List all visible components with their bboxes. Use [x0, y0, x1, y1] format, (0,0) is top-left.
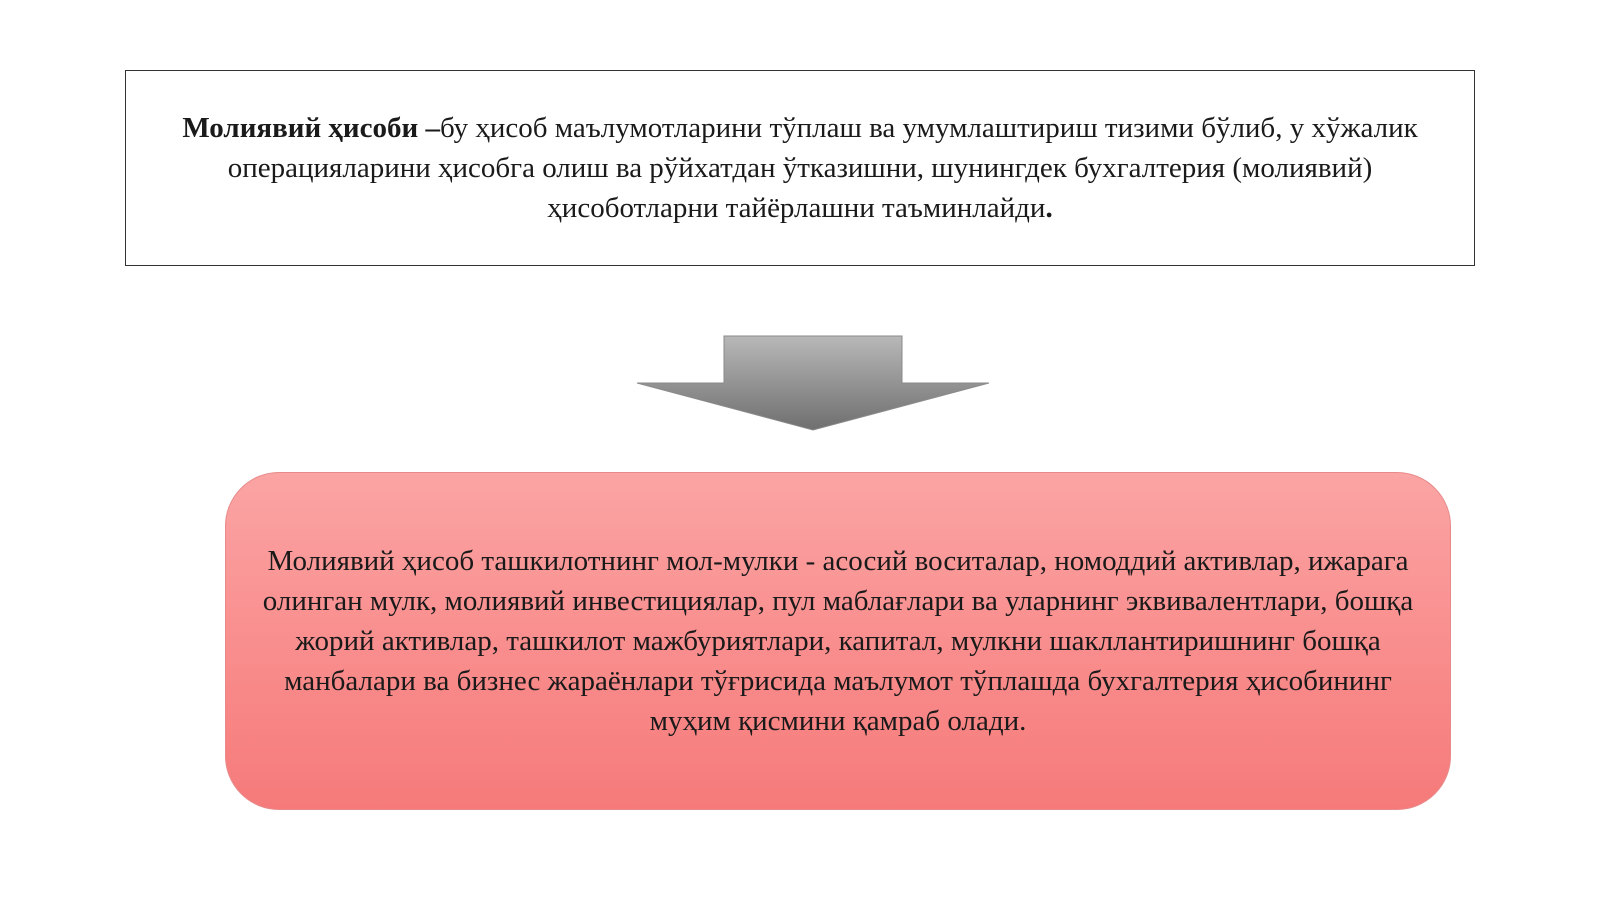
definition-end-mark: . — [1045, 192, 1053, 224]
definition-box — [125, 70, 1475, 266]
definition-body: бу ҳисоб маълумотларини тўплаш ва умумлаштириш тизими бўлиб, у хўжалик операцияларини ҳисобга олиш ва рўйхатдан ўтказишни, шунингдек бухгалтерия (молиявий) ҳисоботларни тайёрлашни таъминлайди — [227, 112, 1418, 224]
definition-term: Молиявий ҳисоби – — [182, 112, 440, 144]
definition-text — [150, 108, 1450, 228]
detail-text: Молиявий ҳисоб ташкилотнинг мол-мулки - асосий воситалар, номоддий активлар, ижарага олинган мулк, молиявий инвестициялар, пул маблағлари ва уларнинг эквивалентлари, бошқа жорий активлар, ташкилот мажбуриятлари, капитал, мулкни шакллантиришнинг бошқа манбалари ва бизнес жараёнлари тўғрисида маълумот тўплашда бухгалтерия ҳисобининг муҳим қисмини қамраб олади. — [262, 545, 1414, 737]
down-arrow-icon — [636, 335, 990, 431]
detail-box — [225, 472, 1451, 810]
